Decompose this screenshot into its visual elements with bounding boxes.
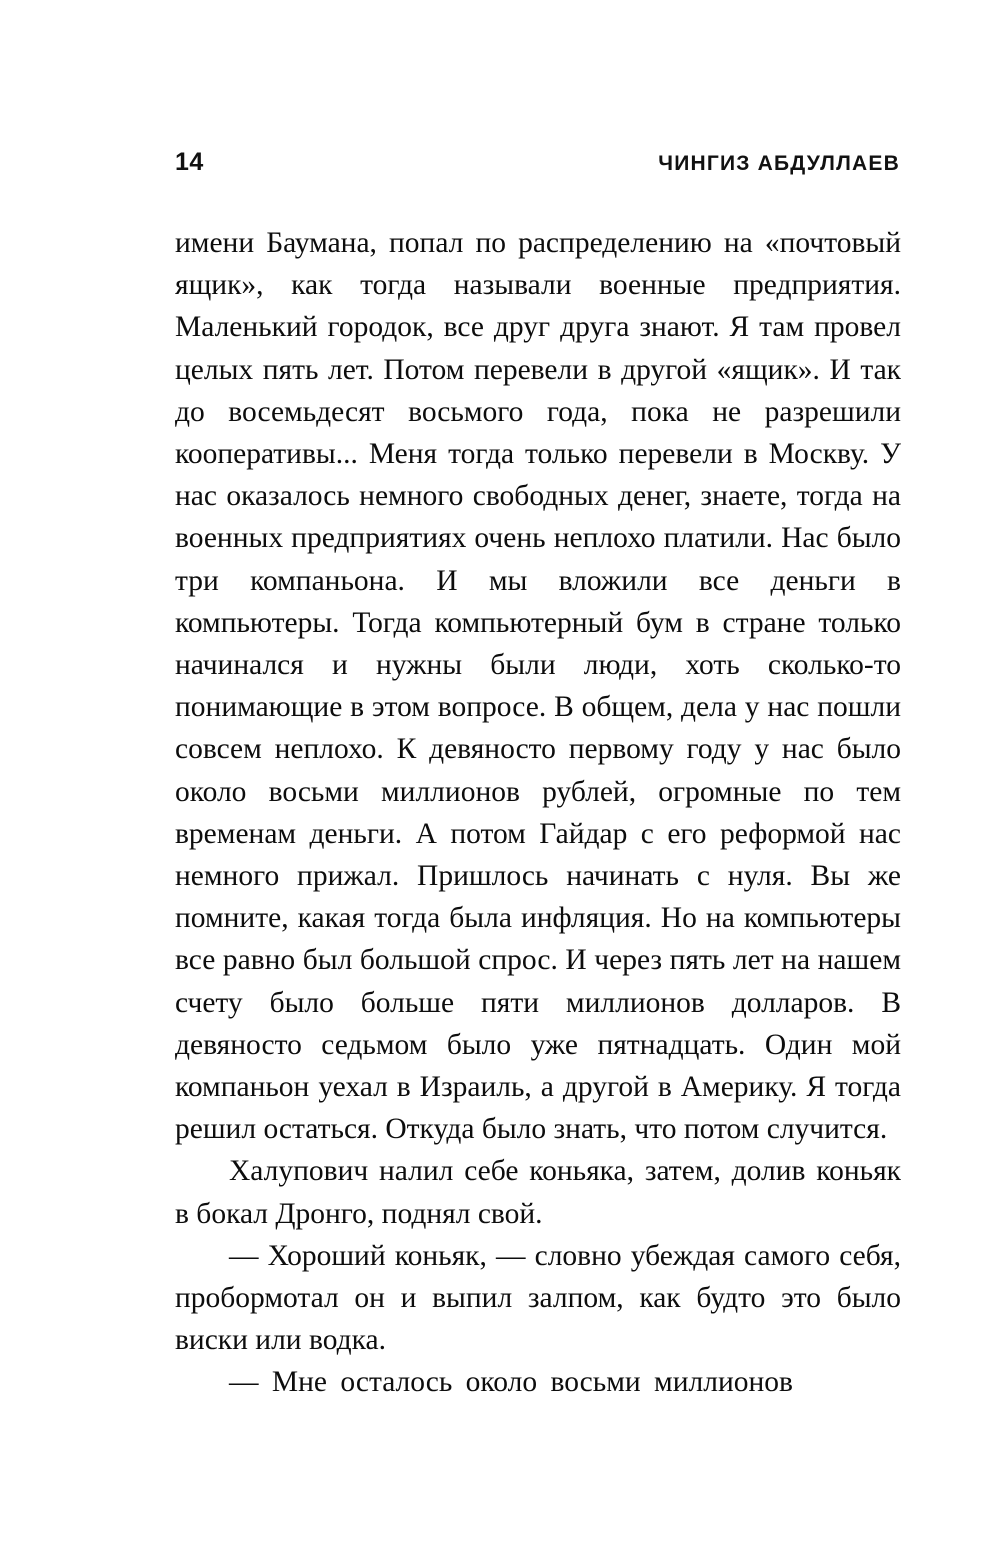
paragraph-4: — Мне осталось около восьми миллионов [229,1366,793,1399]
page-number: 14 [175,148,204,176]
running-head-author: ЧИНГИЗ АБДУЛЛАЕВ [658,152,900,175]
paragraph-2: Халупович налил себе коньяка, затем, долив коньяк в бокал Дронго, поднял свой. [175,1155,901,1230]
paragraph-3: — Хороший коньяк, — словно убеждая самого себя, пробормотал он и выпил залпом, как будто это было виски или водка. [175,1239,901,1357]
page-header [175,148,900,177]
paragraph-1: имени Баумана, попал по распределению на «почтовый ящик», как тогда называли военные предприятия. Маленький городок, все друг друга знают. Я там провел целых пять лет. Потом перевели в другой «ящик». И так до восемьдесят восьмого года, пока не разрешили кооперативы... Меня тогда только перевели в Москву. У нас оказалось немного свободных денег, знаете, тогда на военных предприятиях очень неплохо платили. Нас было три компаньона. И мы вложили все деньги в компьютеры. Тогда компьютерный бум в стране только начинался и нужны были люди, хоть сколько-то понимающие в этом вопросе. В общем, дела у нас пошли совсем неплохо. К девяносто первому году у нас было около восьми миллионов рублей, огромные по тем временам деньги. А потом Гайдар с его реформой нас немного прижал. Пришлось начинать с нуля. Вы же помните, какая тогда была инфляция. Но на компьютеры все равно был большой спрос. И через пять лет на нашем счету было больше пяти миллионов долларов. В девяносто седьмом было уже пятнадцать. Один мой компаньон уехал в Израиль, а другой в Америку. Я тогда решил остаться. Откуда было знать, что потом случится. [175,227,901,1146]
page-body [175,222,901,1404]
